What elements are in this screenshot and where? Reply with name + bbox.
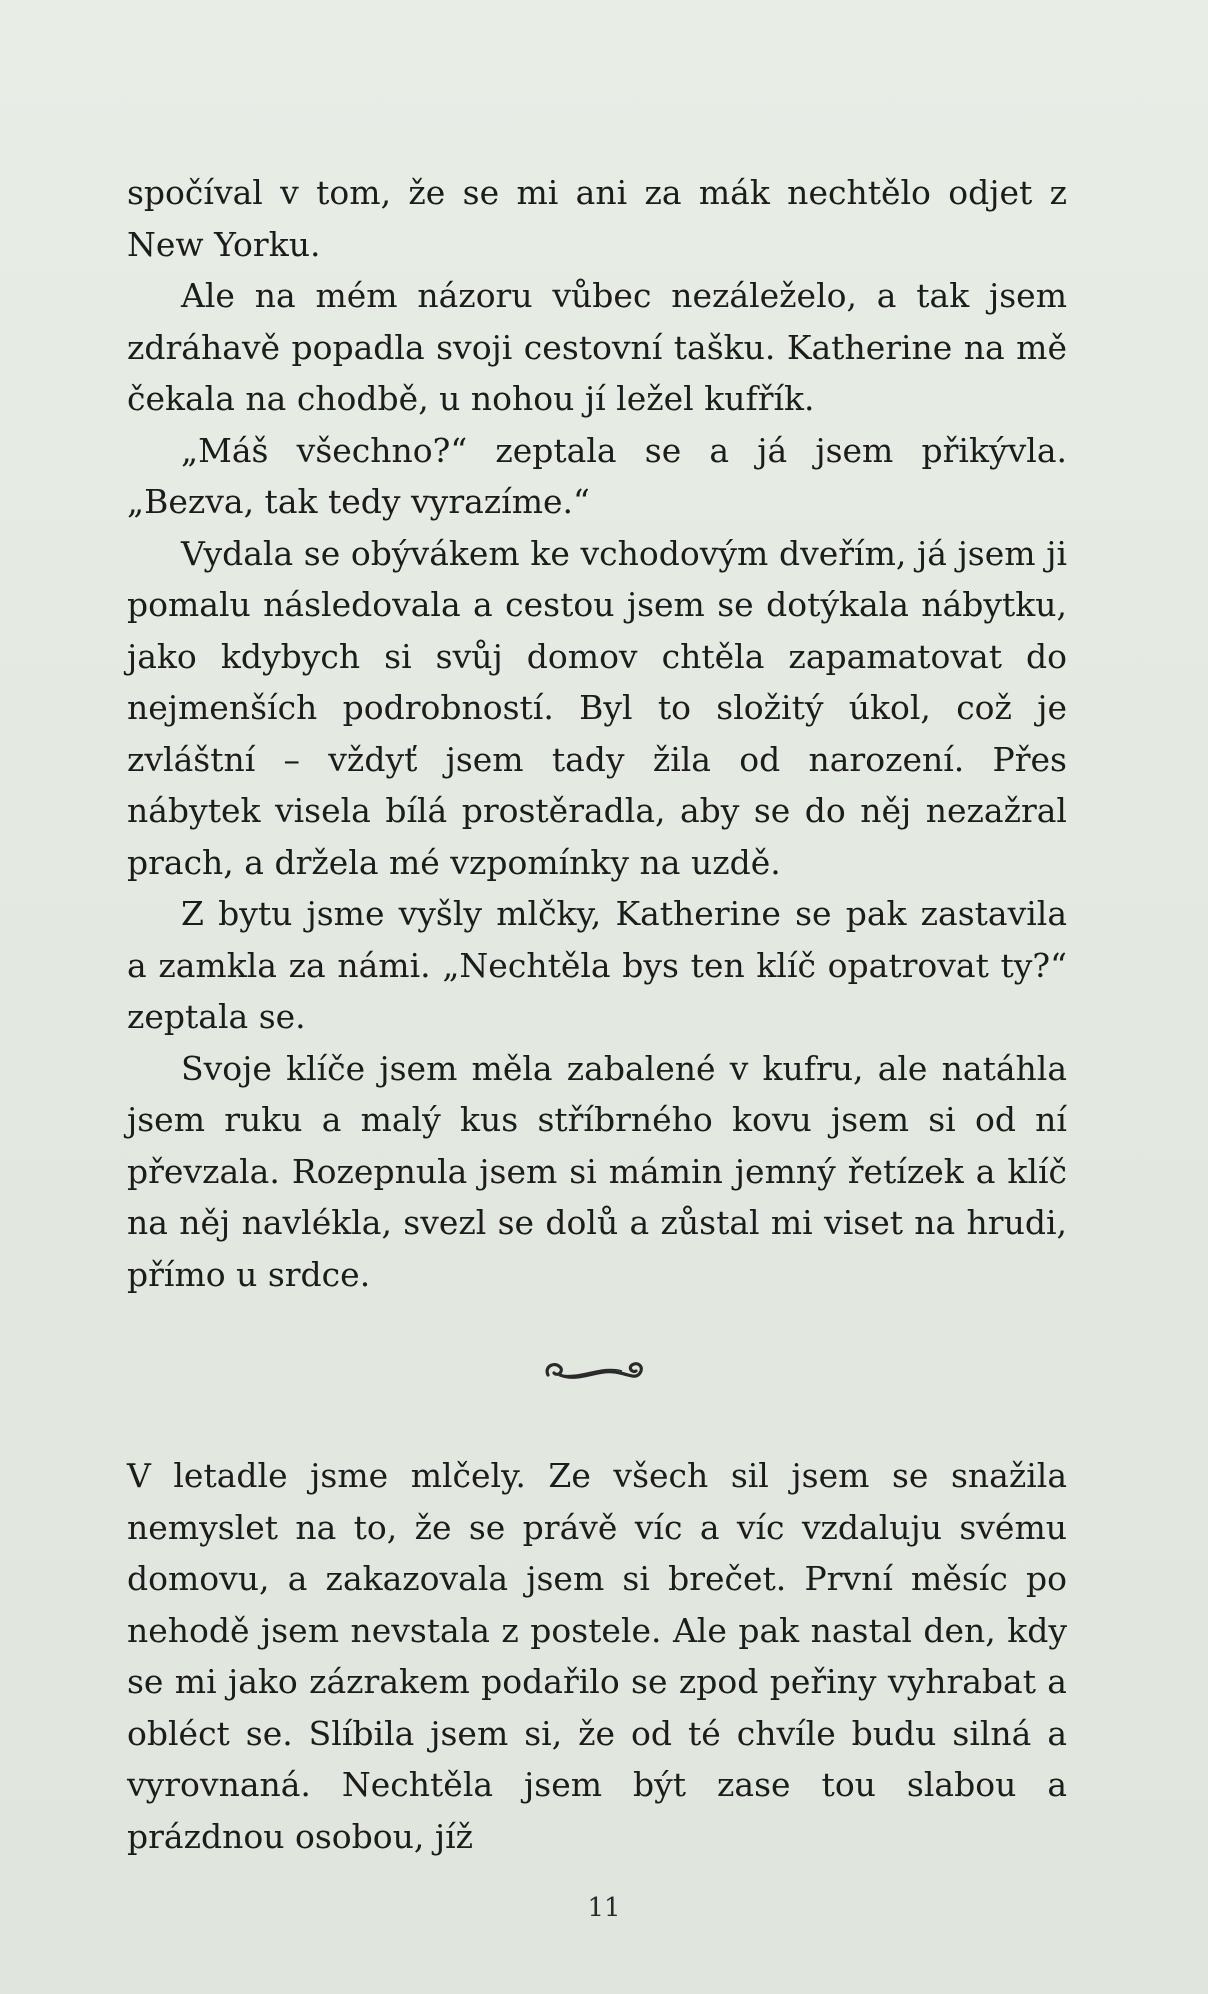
text-section-two: [127, 1450, 1067, 1862]
paragraph: Ale na mém názoru vůbec nezáleželo, a tak jsem zdráhavě popadla svoji cestovní tašku. Katherine na mě čekala na chodbě, u nohou jí ležel kufřík.: [127, 276, 1067, 418]
paragraph: V letadle jsme mlčely. Ze všech sil jsem se snažila nemyslet na to, že se právě víc a víc vzdaluju svému domovu, a zakazovala jsem si brečet. První měsíc po nehodě jsem nevstala z postele. Ale pak nastal den, kdy se mi jako zázrakem podařilo se zpod peřiny vyhrabat a obléct se. Slíbila jsem si, že od té chvíle budu silná a vyrovnaná. Nechtěla jsem být zase tou slabou a prázdnou osobou, jíž: [127, 1456, 1067, 1856]
paragraph: „Máš všechno?“ zeptala se a já jsem přikývla. „Bezva, tak tedy vyrazíme.“: [127, 430, 1067, 521]
swirl-ornament-icon: [540, 1353, 650, 1389]
paragraph: Vydala se obývákem ke vchodovým dveřím, já jsem ji pomalu následovala a cestou jsem se dotýkala nábytku, jako kdybych si svůj domov chtěla zapamatovat do nejmenších podrobností. Byl to složitý úkol, což je zvláštní – vždyť jsem tady žila od narození. Přes nábytek visela bílá prostěradla, aby se do něj nezažral prach, a držela mé vzpomínky na uzdě.: [127, 533, 1067, 882]
paragraph: spočíval v tom, že se mi ani za mák nechtělo odjet z New Yorku.: [127, 173, 1067, 264]
page-number: 11: [587, 1893, 621, 1923]
text-section-one: [127, 167, 1067, 1300]
paragraph: Svoje klíče jsem měla zabalené v kufru, ale natáhla jsem ruku a malý kus stříbrného kovu jsem si od ní převzala. Rozepnula jsem si mámin jemný řetízek a klíč na něj navlékla, svezl se dolů a zůstal mi viset na hrudi, přímo u srdce.: [127, 1048, 1067, 1294]
paragraph: Z bytu jsme vyšly mlčky, Katherine se pak zastavila a zamkla za námi. „Nechtěla bys ten klíč opatrovat ty?“ zeptala se.: [127, 894, 1067, 1036]
